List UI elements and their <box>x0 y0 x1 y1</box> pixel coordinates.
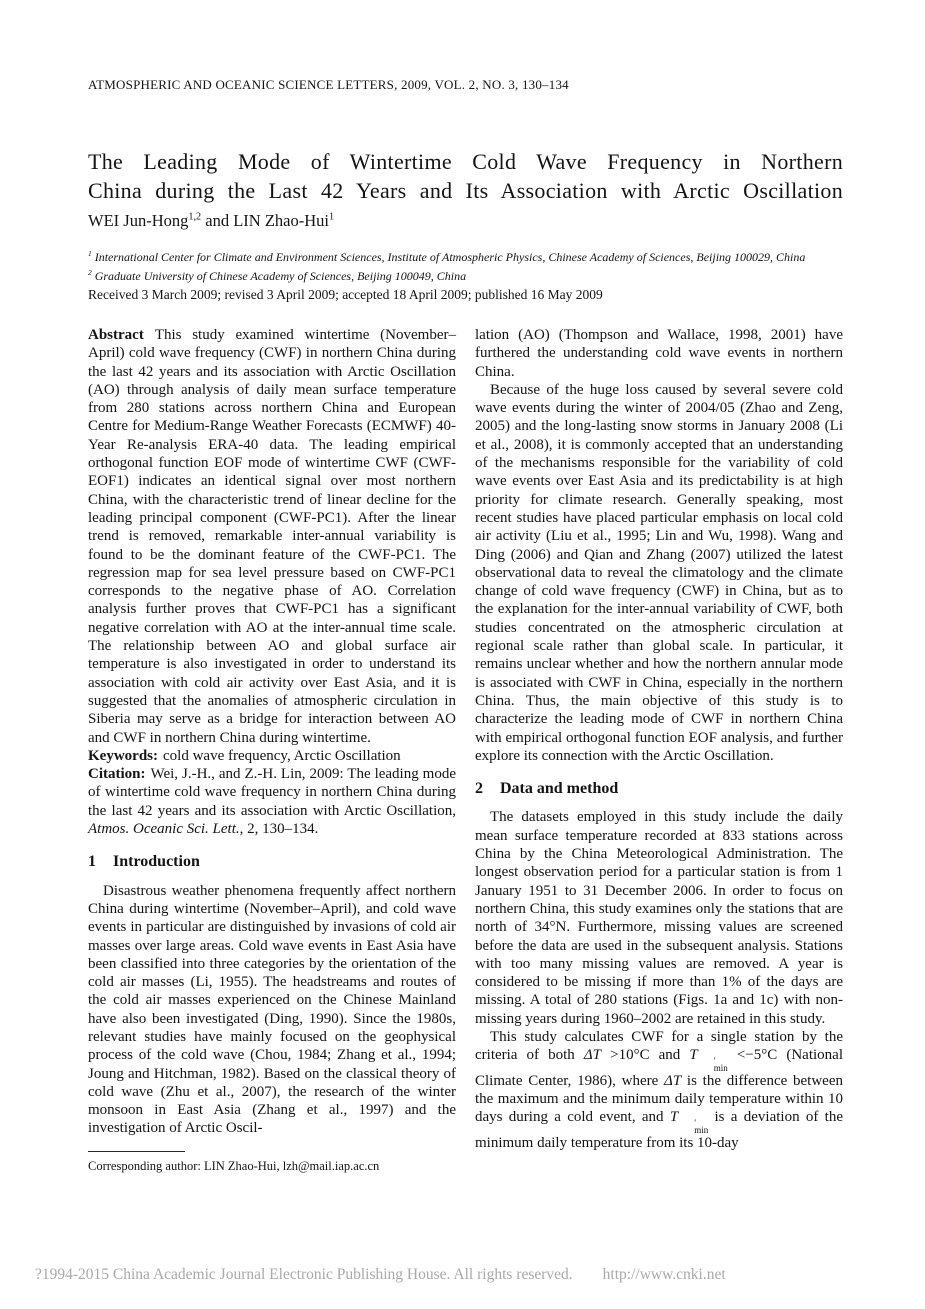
continuation-paragraph: lation (AO) (Thompson and Wallace, 1998, 2001) have furthered the understanding cold wave events in northern China. <box>475 327 843 380</box>
tmin-variable-2: T <box>669 1109 679 1126</box>
journal-header: ATMOSPHERIC AND OCEANIC SCIENCE LETTERS, 2009, VOL. 2, NO. 3, 130–134 <box>88 77 569 92</box>
tmin-prime-subscript: ′ min <box>713 1055 728 1073</box>
section-1-heading <box>88 853 456 871</box>
author-2: LIN Zhao-Hui <box>233 211 329 230</box>
abstract-paragraph <box>88 326 456 747</box>
background-paragraph: Because of the huge loss caused by several severe cold wave events during the winter of 2004/05 (Zhao and Zeng, 2005) and the long-lasting snow storms in January 2008 (Li et al., 2008), it is commonly accepted that an understanding of the mechanisms responsible for the variability of cold wave events over East Asia and its predictability is at high priority for climate research. Generally speaking, most recent studies have placed particular emphasis on local cold air activity (Liu et al., 1995; Lin and Wu, 1998). Wang and Ding (2006) and Qian and Zhang (2007) utilized the latest observational data to reveal the climatology and the climate change of cold wave frequency (CWF) in China, but as to the explanation for the inter-annual variability of CWF, both studies concentrated on the atmospheric circulation at regional scale rather than global scale. In particular, it remains unclear whether and how the northern annular mode is associated with CWF in China, especially in the northern China. Thus, the main objective of this study is to characterize the leading mode of CWF in northern China with empirical orthogonal function EOF analysis, and further explore its connection with the Arctic Oscillation. <box>475 381 843 764</box>
cwf-criteria-paragraph <box>475 1028 843 1152</box>
affiliation-2 <box>88 265 843 284</box>
section-2-number: 2 <box>475 780 483 798</box>
section-2-heading <box>475 780 843 798</box>
criteria-text-1: This study calculates CWF for a single station by the criteria of both <box>475 1028 843 1064</box>
author-1: WEI Jun-Hong <box>88 211 189 230</box>
footer-url: http://www.cnki.net <box>602 1266 726 1283</box>
section-2-title: Data and method <box>500 780 619 798</box>
authors-line <box>88 211 843 231</box>
delta-t-variable-2: ΔT <box>664 1072 682 1089</box>
author-1-superscript: 1,2 <box>188 211 202 223</box>
section-1-title: Introduction <box>113 853 200 871</box>
criteria-text-5: is a deviation of the minimum daily temperature from its 10-day <box>475 1109 844 1151</box>
criteria-text-2: >10°C and <box>601 1047 690 1064</box>
tmin-prime-subscript-2: ′ min <box>694 1117 709 1135</box>
citation-text: Wei, J.-H., and Z.-H. Lin, 2009: The leading mode of wintertime cold wave frequency in northern China during the last 42 years and its association with Arctic Oscillation, <box>88 766 456 819</box>
right-column <box>475 326 843 1175</box>
abstract-text: This study examined wintertime (November–April) cold wave frequency (CWF) in northern China during the last 42 years and its association with Arctic Oscillation (AO) through analysis of daily mean surface temperature from 280 stations across northern China and European Centre for Medium-Range Weather Forecasts (ECMWF) 40-Year Re-analysis ERA-40 data. The leading empirical orthogonal function EOF mode of wintertime CWF (CWF-EOF1) indicates an identical signal over most northern China, with the characteristic trend of linear decline for the leading principal component (CWF-PC1). After the linear trend is removed, remarkable inter-annual variability is found to be the dominant feature of the CWF-PC1. The regression map for sea level pressure based on CWF-PC1 corresponds to the negative phase of AO. Correlation analysis further proves that CWF-PC1 has a significant negative correlation with AO at the inter-annual time scale. The relationship between AO and global surface air temperature is also investigated in order to understand its association with cold air activity over East Asia, and it is suggested that the anomalies of atmospheric circulation in Siberia may serve as a bridge for interaction between AO and CWF in northern China during wintertime. <box>88 327 456 746</box>
datasets-paragraph: The datasets employed in this study include the daily mean surface temperature recorded at 833 stations across China by the China Meteorological Administration. The longest observation period for a particular station is from 1 January 1951 to 31 December 2006. In order to focus on northern China, this study examines only the stations that are north of 34°N. Furthermore, missing values are screened before the data are used in the subsequent analysis. Stations with too many missing values are removed. A year is considered to be missing if more than 1% of the days are missing. A total of 280 stations (Figs. 1a and 1c) with non-missing years during 1960–2002 are retained in this study. <box>475 809 843 1027</box>
affiliation-2-number: 2 <box>88 268 92 277</box>
affiliation-2-text: Graduate University of Chinese Academy of Sciences, Beijing 100049, China <box>94 269 467 283</box>
affiliation-1-number: 1 <box>88 249 92 258</box>
affiliation-1-text: International Center for Climate and Environment Sciences, Institute of Atmospheric Physics, Chinese Academy of Sciences, Beijing 100029, China <box>94 250 806 264</box>
keywords-text: cold wave frequency, Arctic Oscillation <box>163 747 401 764</box>
citation-label: Citation: <box>88 766 146 783</box>
received-dates-line: Received 3 March 2009; revised 3 April 2009; accepted 18 April 2009; published 16 May 2009 <box>88 287 603 302</box>
criteria-text-3: <−5°C (National Climate Center, 1986), where <box>475 1047 843 1089</box>
authors-separator: and <box>201 211 234 230</box>
author-2-superscript: 1 <box>328 211 335 223</box>
affiliations <box>88 246 843 284</box>
keywords-label: Keywords: <box>88 747 158 764</box>
abstract-label: Abstract <box>88 327 144 343</box>
corresponding-author-footnote <box>88 1151 456 1175</box>
delta-t-variable: ΔT <box>583 1047 602 1064</box>
footnote-text: Corresponding author: LIN Zhao-Hui, lzh@mail.iap.ac.cn <box>88 1158 380 1173</box>
paper-title <box>88 147 843 205</box>
keywords-line <box>88 747 456 765</box>
criteria-text-4: is the difference between the maximum and the minimum daily temperature within 10 days during a cold event, and <box>475 1072 843 1126</box>
citation-pages: , 2, 130–134. <box>239 821 319 838</box>
footer-copyright: ?1994-2015 China Academic Journal Electronic Publishing House. All rights reserved. <box>35 1266 573 1283</box>
introduction-paragraph: Disastrous weather phenomena frequently affect northern China during wintertime (November–April), and cold wave events in particular are distinguished by invasions of cold air masses over large areas. Cold wave events in East Asia have been classified into three categories by the orientation of the cold air masses (Li, 1955). The headstreams and routes of the cold air masses experienced on the Chinese Mainland have also been investigated (Ding, 1990). Since the 1980s, relevant studies have mainly focused on the geophysical process of the cold wave (Chou, 1984; Zhang et al., 1994; Joung and Hitchman, 1982). Based on the classical theory of cold wave (Zhu et al., 2007), the research of the winter monsoon in East Asia (Zhang et al., 1997) and the investigation of Arctic Oscil- <box>88 882 456 1137</box>
citation-block <box>88 765 456 838</box>
paper-title-line-2: China during the Last 42 Years and Its Association with Arctic Oscillation <box>88 178 843 203</box>
footnote-rule <box>88 1151 185 1152</box>
body-columns <box>88 326 843 1175</box>
paper-title-line-1: The Leading Mode of Wintertime Cold Wave Frequency in Northern <box>88 149 843 174</box>
watermark-footer <box>35 1266 895 1284</box>
affiliation-1 <box>88 246 843 265</box>
left-column <box>88 326 456 1175</box>
citation-journal-name: Atmos. Oceanic Sci. Lett. <box>88 821 240 838</box>
section-1-number: 1 <box>88 853 96 871</box>
tmin-variable: T <box>689 1047 698 1064</box>
